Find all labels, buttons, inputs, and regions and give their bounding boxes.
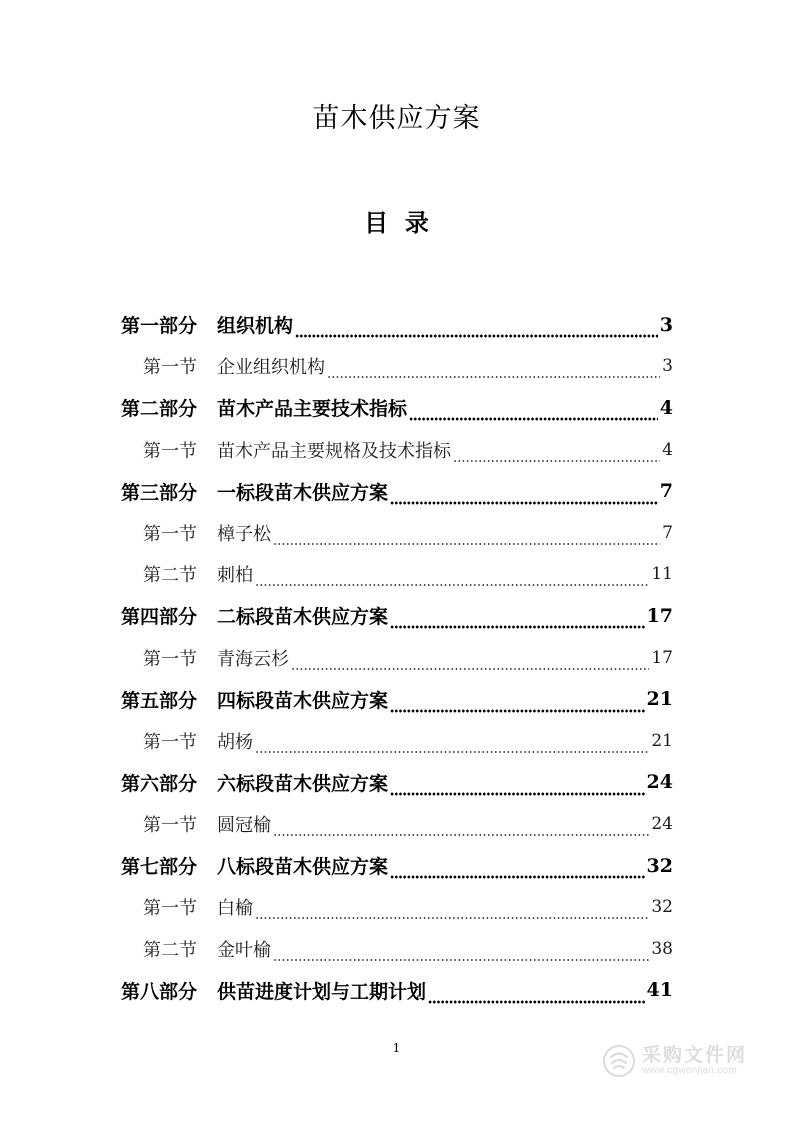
watermark-name: 采购文件网 bbox=[641, 1043, 747, 1066]
toc-entry-page: 11 bbox=[651, 564, 673, 585]
toc-entry[interactable] bbox=[0, 886, 793, 928]
toc-entry[interactable] bbox=[0, 803, 793, 845]
watermark-logo-icon bbox=[602, 1044, 636, 1078]
toc-entry-number: 第二节 bbox=[143, 939, 197, 961]
toc-entry[interactable] bbox=[0, 512, 793, 554]
toc-entry-title: 八标段苗木供应方案 bbox=[217, 856, 389, 879]
toc-entry-page: 24 bbox=[646, 771, 673, 794]
toc-entry-number: 第一节 bbox=[143, 648, 197, 670]
toc-entry-page: 21 bbox=[646, 688, 673, 711]
toc-entry-page: 7 bbox=[659, 480, 673, 503]
toc-entry-page: 7 bbox=[662, 522, 673, 543]
toc-entry-title: 苗木产品主要技术指标 bbox=[217, 398, 408, 421]
toc-entry-page: 21 bbox=[651, 730, 673, 751]
toc-entry-title: 青海云杉 bbox=[217, 648, 289, 670]
toc-entry-page: 17 bbox=[646, 604, 673, 627]
document-title: 苗木供应方案 bbox=[312, 103, 481, 134]
toc-entry[interactable] bbox=[0, 678, 793, 720]
toc-entry[interactable] bbox=[0, 554, 793, 596]
toc-dot-leader bbox=[428, 985, 645, 1004]
toc-entry-title: 樟子松 bbox=[217, 523, 271, 545]
toc-entry-page: 32 bbox=[646, 854, 673, 877]
toc-entry-page: 3 bbox=[662, 356, 673, 377]
toc-dot-leader bbox=[327, 361, 660, 379]
toc-entry-page: 3 bbox=[659, 313, 673, 336]
toc-entry[interactable] bbox=[0, 346, 793, 388]
toc-dot-leader bbox=[273, 528, 660, 546]
toc-dot-leader bbox=[409, 402, 658, 421]
toc-entry-title: 二标段苗木供应方案 bbox=[217, 606, 389, 629]
toc-entry-title: 供苗进度计划与工期计划 bbox=[217, 980, 427, 1003]
toc-entry[interactable] bbox=[0, 637, 793, 679]
toc-dot-leader bbox=[273, 944, 649, 962]
toc-entry-number: 第五部分 bbox=[121, 689, 198, 712]
toc-dot-leader bbox=[390, 860, 645, 879]
toc-entry[interactable] bbox=[0, 304, 793, 346]
table-of-contents bbox=[0, 304, 793, 1011]
toc-entry-title: 六标段苗木供应方案 bbox=[217, 772, 389, 795]
toc-entry-number: 第四部分 bbox=[121, 606, 198, 629]
toc-dot-leader bbox=[273, 819, 649, 837]
toc-dot-leader bbox=[291, 653, 649, 671]
toc-entry-title: 白榆 bbox=[217, 898, 253, 920]
toc-entry-title: 企业组织机构 bbox=[217, 357, 325, 379]
toc-entry-number: 第一节 bbox=[143, 814, 197, 836]
toc-dot-leader bbox=[255, 569, 649, 587]
toc-entry-number: 第三部分 bbox=[121, 481, 198, 504]
toc-dot-leader bbox=[453, 445, 660, 463]
toc-entry-title: 苗木产品主要规格及技术指标 bbox=[217, 440, 451, 462]
toc-entry[interactable] bbox=[0, 470, 793, 512]
toc-entry-page: 4 bbox=[662, 439, 673, 460]
toc-dot-leader bbox=[390, 486, 658, 505]
toc-entry-page: 4 bbox=[659, 396, 673, 419]
toc-entry-title: 圆冠榆 bbox=[217, 814, 271, 836]
toc-entry-title: 四标段苗木供应方案 bbox=[217, 689, 389, 712]
toc-entry-title: 一标段苗木供应方案 bbox=[217, 481, 389, 504]
toc-entry-page: 24 bbox=[651, 813, 673, 834]
toc-entry[interactable] bbox=[0, 429, 793, 471]
toc-entry-number: 第一部分 bbox=[121, 315, 198, 338]
toc-entry-number: 第一节 bbox=[143, 523, 197, 545]
watermark-url: www.cgwenjian.com bbox=[641, 1064, 738, 1076]
toc-dot-leader bbox=[295, 319, 658, 338]
page-number: 1 bbox=[392, 1041, 401, 1055]
watermark bbox=[602, 1044, 747, 1078]
toc-entry-number: 第二部分 bbox=[121, 398, 198, 421]
toc-entry-page: 38 bbox=[651, 938, 673, 959]
toc-entry-number: 第七部分 bbox=[121, 856, 198, 879]
toc-entry[interactable] bbox=[0, 595, 793, 637]
toc-entry-number: 第一节 bbox=[143, 731, 197, 753]
toc-entry-number: 第一节 bbox=[143, 440, 197, 462]
toc-entry-number: 第一节 bbox=[143, 357, 197, 379]
toc-entry[interactable] bbox=[0, 970, 793, 1012]
toc-entry-page: 32 bbox=[651, 897, 673, 918]
toc-entry[interactable] bbox=[0, 720, 793, 762]
toc-entry-title: 组织机构 bbox=[217, 315, 294, 338]
toc-entry-title: 刺柏 bbox=[217, 565, 253, 587]
toc-entry-number: 第八部分 bbox=[121, 980, 198, 1003]
toc-entry-title: 胡杨 bbox=[217, 731, 253, 753]
toc-entry[interactable] bbox=[0, 762, 793, 804]
toc-entry-number: 第二节 bbox=[143, 565, 197, 587]
toc-entry[interactable] bbox=[0, 845, 793, 887]
toc-dot-leader bbox=[390, 777, 645, 796]
toc-dot-leader bbox=[390, 694, 645, 713]
toc-entry-number: 第六部分 bbox=[121, 772, 198, 795]
toc-entry-page: 17 bbox=[651, 647, 673, 668]
toc-entry[interactable] bbox=[0, 928, 793, 970]
toc-dot-leader bbox=[255, 902, 649, 920]
toc-entry[interactable] bbox=[0, 387, 793, 429]
toc-dot-leader bbox=[255, 736, 649, 754]
toc-entry-title: 金叶榆 bbox=[217, 939, 271, 961]
toc-entry-page: 41 bbox=[646, 979, 673, 1002]
toc-heading: 目 录 bbox=[364, 208, 429, 237]
toc-dot-leader bbox=[390, 610, 645, 629]
toc-entry-number: 第一节 bbox=[143, 898, 197, 920]
